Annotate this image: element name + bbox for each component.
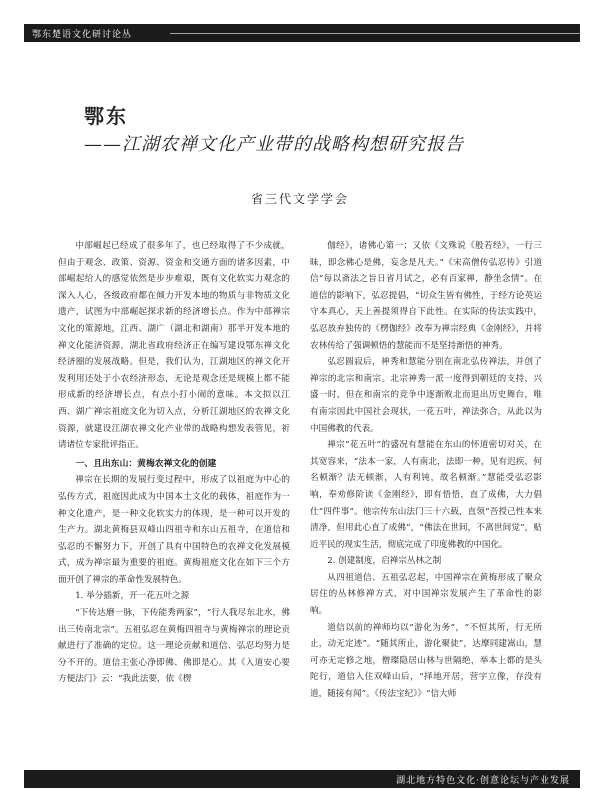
subsection-2-heading: 2. 创建制度，启禅宗丛林之制 xyxy=(327,556,442,567)
right-paragraph-2: 弘忍圆寂后，神秀和慧能分别在南北弘传禅法，并创了禅宗的北宗和南宗。北宗神秀一派一度得到朝廷的支持，兴盛一时，但在和南宗的竞争中逐渐败北而退出历史舞台，唯有南宗因此中国社会现状，一花五叶，禅法弥合，从此以为中国佛教的代表。 xyxy=(310,357,542,434)
article-subtitle: ——江湖农禅文化产业带的战略构想研究报告 xyxy=(84,134,464,155)
footer-band xyxy=(24,770,580,788)
right-paragraph-4: 从四祖道信、五祖弘忍起，中国禅宗在黄梅形成了聚众居住的丛林修禅方式，对中国禅宗发展产生了革命性的影响。 xyxy=(310,572,542,617)
footer-text: 湖北地方特色文化·创意论坛与产业发展 xyxy=(396,775,570,786)
right-text-column xyxy=(310,238,542,760)
right-paragraph-5: 道信以前的禅师均以“游化为务”，“不恒其所，行无所止，动无定迹”。“随其所止，游化聚徒”，达摩同建嵩山，慧可亦无定修之地，僧璨隐居山林与世隔绝，举本上都的是头陀行，道信入住双峰山后，“择地开居，营宇立像，存没有道，随接有闻”。《传法宝纪》》“信大师 xyxy=(310,622,542,700)
article-author: 省三代文学学会 xyxy=(250,192,349,206)
header-divider xyxy=(170,33,580,34)
article-title: 鄂东 xyxy=(84,104,128,128)
subsection-1-heading: 1. 举分插新，开一花五叶之源 xyxy=(75,591,190,602)
subsection-1-paragraph: “下传达磨一脉，下传能秀两家”，“行人我尽东北水，佛出三传南北宗”。五祖弘忍在黄梅四祖寺与黄梅禅宗的理论贡献进行了准确的定位。这一理论贡献和道信、弘忍均努力是分不开的。道信主张心净即佛、佛即是心。其《入道安心要方便法门》云：“我此法要，依《楞 xyxy=(58,608,290,685)
intro-paragraph: 中部崛起已经成了很多年了，也已经取得了不少成就，但由于观念、政策、资源、资金和交通方面的诸多因素，中部崛起给人的感觉依然是步步难艰，既有文化软实力观念的深入人心，各级政府都在倾力开发本地的物质与非物质文化遗产，试图为中部崛起探求新的经济增长点。作为中部禅宗文化的策源地，江西、湖广（湖北和湖南）那半开发本地的禅文化能济资源，湖北省政府经济正在编写建设鄂东禅文化经济圈的发展战略。但是，我们认为，江湖地区的禅文化开发利用还处于小农经济形态，无论是观念还是规模上都不能形成新的经济增长点，有点小打小闹的意味。本文拟以江西、湖广禅宗祖庭文化为切入点，分析江湖地区的农禅文化资源，就建设江湖农禅文化产业带的战略构想发表管见，祈请诸位专家批评指正。 xyxy=(58,241,290,451)
right-paragraph-1: 伽经》，诸佛心第一；又依《文殊说《般若经》，一行三昧，即念佛心是佛，妄念是凡夫。”《宋高僧传弘忍传》引道信“每以斋法之旨日省月试之，必有百家禅，静坐念情”。在道信的影响下，弘忍提倡，“切众生皆有佛性，于经方论英运守本真心，天上善提须得自下此性。在实际的传法实践中，弘忍放弃独传的《楞伽经》改奉为禅宗经典《金刚经》，并将农林传给了强调顿悟的慧能而不是坚持渐悟的神秀。 xyxy=(310,241,542,351)
left-text-column xyxy=(58,238,290,760)
right-paragraph-3: 禅宗“花五叶”的盛况有慧能在东山的怀道密切对关，在其宽容来，“法本一家，人有南北，法即一种，见有迟疾，何名顿渐？法无顿渐，人有利钝，故名顿渐。”慧能受弘忍影响，奉劝修阶读《金刚经》，即有悟悟，直了成佛，大力倡仕“四件事”。他宗传东山法门三十六载，直领“吾授己性本来清净，但用此心直了成佛”，“佛法在世间，不离世间觉”，贴近平民的现实生活，彻底完成了印度佛教的中国化。 xyxy=(310,440,542,550)
journal-header-title: 鄂东楚语文化研讨论丛 xyxy=(32,29,133,40)
section-1-paragraph: 禅宗在长期的发展行变过程中，形成了以祖庭为中心的弘传方式，祖庭因此成为中国本土文化的载体，祖庭作为一种文化遗产，是一种文化软实力的体现，是一种可以开发的生产力。湖北黄梅县双峰山四祖寺和东山五祖寺，在道信和弘忍的不懈努力下，开创了具有中国特色的农禅文化发展模式，成为禅宗最为重要的祖庭。黄梅祖庭文化在如下三个方面开创了禅宗的革命性发展特色。 xyxy=(58,475,290,585)
section-1-heading: 一、且出东山：黄梅农禅文化的创建 xyxy=(75,458,217,469)
